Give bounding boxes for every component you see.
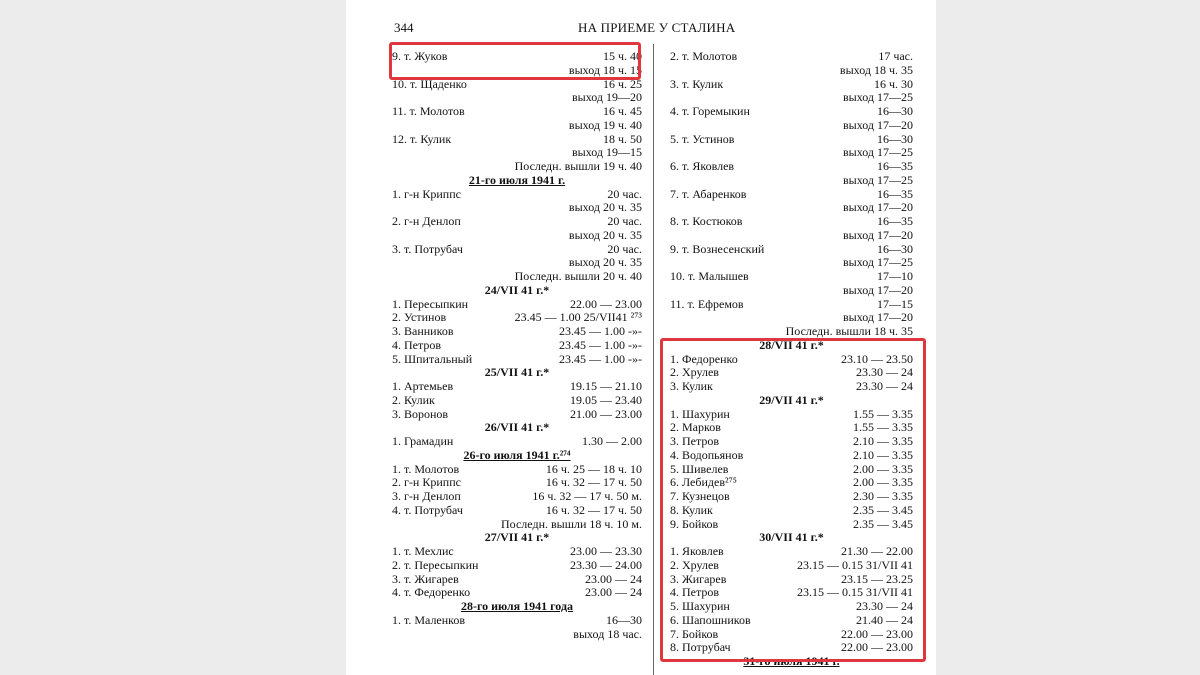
visitor-name: 1. т. Молотов bbox=[392, 461, 460, 476]
visitor-name: 4. Петров bbox=[670, 585, 720, 600]
visit-entry bbox=[392, 105, 642, 119]
visitor-name: 3. т. Кулик bbox=[670, 76, 724, 91]
visitor-name: 2. Хрулев bbox=[670, 557, 719, 572]
visit-time: 16 ч. 25 — 18 ч. 10 bbox=[545, 461, 642, 476]
visit-time: 16—35 bbox=[877, 186, 913, 201]
visit-time: 2.10 — 3.35 bbox=[853, 434, 913, 448]
exit-line bbox=[670, 174, 913, 188]
visit-entry bbox=[392, 545, 642, 559]
date-subheading bbox=[392, 531, 642, 545]
visitor-name: 11. т. Ефремов bbox=[670, 296, 744, 311]
visit-time: 2.10 — 3.35 bbox=[853, 447, 913, 462]
visitor-name: 3. т. Жигарев bbox=[392, 571, 459, 586]
visitor-name: 4. Петров bbox=[392, 337, 442, 352]
visit-time: 23.00 — 23.30 bbox=[570, 544, 642, 558]
visitor-name: 5. Шахурин bbox=[670, 599, 730, 613]
visit-time: 15 ч. 40 bbox=[602, 49, 642, 63]
visit-time: 21.40 — 24 bbox=[856, 612, 913, 627]
exit-time: выход 19—20 bbox=[571, 90, 642, 105]
visit-time: 16 ч. 32 — 17 ч. 50 bbox=[545, 502, 642, 517]
visit-entry bbox=[670, 215, 913, 229]
visitor-name: 3. Ванников bbox=[392, 324, 454, 338]
visitor-name: 3. Воронов bbox=[392, 406, 449, 421]
visitor-name: 1. Федоренко bbox=[670, 351, 738, 366]
visitor-name: 10. т. Щаденко bbox=[392, 76, 467, 91]
date-heading bbox=[392, 174, 642, 188]
visit-entry bbox=[392, 133, 642, 147]
visit-entry bbox=[392, 215, 642, 229]
visit-time: 23.45 — 1.00 -»- bbox=[559, 351, 642, 366]
visit-time: 18 ч. 50 bbox=[602, 131, 642, 146]
visitor-name: 3. Петров bbox=[670, 434, 720, 448]
visit-time: 16—30 bbox=[877, 131, 913, 146]
page-number: 344 bbox=[394, 20, 414, 35]
exit-line bbox=[670, 201, 913, 215]
exit-time: выход 20 ч. 35 bbox=[568, 227, 642, 242]
visit-time: 17 час. bbox=[878, 49, 913, 63]
visit-entry bbox=[392, 504, 642, 518]
visit-time: 16 ч. 32 — 17 ч. 50 bbox=[545, 475, 642, 490]
date-text: 30/VII 41 г.* bbox=[759, 530, 824, 545]
exit-time: выход 17—20 bbox=[842, 200, 913, 215]
visit-time: 20 час. bbox=[607, 214, 642, 228]
exit-line bbox=[670, 284, 913, 298]
date-heading bbox=[392, 449, 642, 463]
visit-time: 22.00 — 23.00 bbox=[570, 296, 642, 311]
visit-entry bbox=[670, 50, 913, 64]
exit-time: выход 18 ч. 35 bbox=[839, 62, 913, 77]
visit-time: 23.45 — 1.00 -»- bbox=[559, 337, 642, 352]
date-text: 27/VII 41 г.* bbox=[484, 530, 550, 545]
exit-time: выход 17—25 bbox=[842, 172, 913, 187]
visitor-name: 6. Лебидев²⁷⁵ bbox=[670, 475, 737, 490]
visitor-name: 8. т. Костюков bbox=[670, 214, 743, 228]
visit-entry bbox=[670, 105, 913, 119]
exit-line bbox=[670, 91, 913, 105]
visitor-name: 7. т. Абаренков bbox=[670, 186, 747, 201]
book-page bbox=[346, 0, 936, 675]
visit-entry bbox=[392, 408, 642, 422]
date-text: 24/VII 41 г.* bbox=[484, 282, 550, 297]
date-text: 29/VII 41 г.* bbox=[759, 392, 824, 407]
date-text: 21-го июля 1941 г. bbox=[468, 172, 566, 187]
visit-entry bbox=[392, 353, 642, 367]
exit-line bbox=[392, 91, 642, 105]
visitor-name: 2. Хрулев bbox=[670, 365, 719, 380]
visit-time: 23.15 — 0.15 31/VII 41 bbox=[797, 585, 913, 600]
visit-entry bbox=[670, 243, 913, 257]
visit-entry bbox=[670, 78, 913, 92]
visitor-name: 2. т. Пересыпкин bbox=[392, 557, 479, 572]
visitor-name: 4. т. Горемыкин bbox=[670, 104, 750, 118]
exit-line bbox=[392, 201, 642, 215]
date-subheading bbox=[392, 366, 642, 380]
exit-line bbox=[392, 270, 642, 284]
date-text: 31-го июля 1941 г. bbox=[743, 654, 840, 668]
exit-line bbox=[670, 311, 913, 325]
date-subheading bbox=[392, 284, 642, 298]
visit-time: 23.45 — 1.00 25/VII41 ²⁷³ bbox=[514, 310, 642, 325]
visit-time: 20 час. bbox=[607, 186, 642, 201]
visit-time: 16 ч. 30 bbox=[873, 76, 913, 91]
visitor-name: 8. Потрубач bbox=[670, 640, 731, 655]
visit-time: 1.55 — 3.35 bbox=[853, 420, 913, 435]
visitor-name: 3. т. Потрубач bbox=[392, 241, 463, 256]
visit-time: 19.15 — 21.10 bbox=[570, 379, 642, 393]
visit-entry bbox=[392, 490, 642, 504]
visit-time: 16—35 bbox=[877, 214, 913, 228]
visit-time: 2.35 — 3.45 bbox=[853, 516, 913, 531]
exit-time: выход 20 ч. 35 bbox=[568, 255, 642, 270]
visit-time: 23.00 — 24 bbox=[585, 571, 642, 586]
date-text: 28-го июля 1941 года bbox=[460, 599, 574, 613]
exit-time: выход 19 ч. 40 bbox=[568, 117, 642, 132]
visit-time: 1.55 — 3.35 bbox=[853, 406, 913, 421]
page-title: НА ПРИЕМЕ У СТАЛИНА bbox=[578, 20, 736, 35]
visitor-name: 4. Водопьянов bbox=[670, 447, 744, 462]
exit-time: выход 17—20 bbox=[842, 117, 913, 132]
visit-time: 23.30 — 24 bbox=[856, 599, 913, 613]
exit-time: выход 17—20 bbox=[842, 282, 913, 297]
visitor-name: 10. т. Малышев bbox=[670, 269, 749, 283]
visitor-name: 12. т. Кулик bbox=[392, 131, 452, 146]
visit-time: 16—30 bbox=[877, 241, 913, 256]
visit-time: 22.00 — 23.00 bbox=[841, 626, 913, 641]
visitor-name: 7. Бойков bbox=[670, 626, 719, 641]
visit-time: 23.15 — 23.25 bbox=[841, 571, 913, 586]
visit-time: 16—30 bbox=[877, 104, 913, 118]
exit-time: выход 17—25 bbox=[842, 90, 913, 105]
exit-line bbox=[670, 325, 913, 339]
visit-time: 1.30 — 2.00 bbox=[582, 434, 642, 448]
exit-time: выход 20 ч. 35 bbox=[568, 200, 642, 215]
visit-time: 21.30 — 22.00 bbox=[841, 544, 913, 558]
visitor-name: 1. Пересыпкин bbox=[392, 296, 469, 311]
visit-entry bbox=[392, 476, 642, 490]
visit-time: 2.00 — 3.35 bbox=[853, 475, 913, 490]
exit-line bbox=[392, 518, 642, 532]
visitor-name: 1. т. Маленков bbox=[392, 612, 466, 627]
exit-line bbox=[670, 64, 913, 78]
visit-time: 23.30 — 24.00 bbox=[570, 557, 642, 572]
left-column bbox=[392, 50, 642, 641]
visit-time: 17—15 bbox=[877, 296, 913, 311]
visit-time: 21.00 — 23.00 bbox=[570, 406, 642, 421]
exit-line bbox=[392, 119, 642, 133]
visit-entry bbox=[392, 311, 642, 325]
visitor-name: 5. Шпитальный bbox=[392, 351, 473, 366]
visit-time: 23.15 — 0.15 31/VII 41 bbox=[797, 557, 913, 572]
exit-line bbox=[670, 256, 913, 270]
visitor-name: 3. Кулик bbox=[670, 379, 713, 393]
exit-time: выход 17—25 bbox=[842, 145, 913, 160]
visitor-name: 3. Жигарев bbox=[670, 571, 727, 586]
date-subheading bbox=[392, 421, 642, 435]
visit-entry bbox=[392, 573, 642, 587]
exit-time: Последн. вышли 18 ч. 35 bbox=[785, 324, 913, 338]
visitor-name: 1. Артемьев bbox=[392, 379, 454, 393]
visitor-name: 2. т. Молотов bbox=[670, 49, 738, 63]
visitor-name: 5. т. Устинов bbox=[670, 131, 735, 146]
visitor-name: 1. Яковлев bbox=[670, 544, 724, 558]
visit-entry bbox=[392, 394, 642, 408]
visitor-name: 3. г-н Денлоп bbox=[392, 489, 461, 503]
visit-entry bbox=[670, 160, 913, 174]
visit-entry bbox=[392, 586, 642, 600]
visit-time: 16 ч. 45 bbox=[602, 104, 642, 118]
visit-time: 16 ч. 25 bbox=[602, 76, 642, 91]
visit-entry bbox=[392, 339, 642, 353]
visitor-name: 2. г-н Криппс bbox=[392, 475, 461, 490]
date-heading bbox=[392, 600, 642, 614]
visit-time: 2.00 — 3.35 bbox=[853, 461, 913, 476]
visitor-name: 6. т. Яковлев bbox=[670, 159, 735, 173]
visitor-name: 1. г-н Криппс bbox=[392, 186, 461, 201]
visit-time: 17—10 bbox=[877, 269, 913, 283]
exit-line bbox=[670, 119, 913, 133]
visit-time: 23.00 — 24 bbox=[585, 585, 642, 600]
date-text: 26-го июля 1941 г.²⁷⁴ bbox=[463, 447, 571, 462]
visitor-name: 1. Грамадин bbox=[392, 434, 454, 448]
visitor-name: 11. т. Молотов bbox=[392, 104, 465, 118]
exit-line bbox=[392, 229, 642, 243]
exit-line bbox=[392, 146, 642, 160]
visit-entry bbox=[392, 243, 642, 257]
visitor-name: 2. г-н Денлоп bbox=[392, 214, 461, 228]
visitor-name: 2. Устинов bbox=[392, 310, 447, 325]
visitor-name: 1. т. Мехлис bbox=[392, 544, 454, 558]
exit-time: Последн. вышли 20 ч. 40 bbox=[514, 269, 642, 283]
visit-time: 23.30 — 24 bbox=[856, 365, 913, 380]
exit-time: выход 17—20 bbox=[842, 310, 913, 325]
visit-time: 16—30 bbox=[606, 612, 642, 627]
visit-time: 23.10 — 23.50 bbox=[841, 351, 913, 366]
visit-time: 23.45 — 1.00 -»- bbox=[559, 324, 642, 338]
visit-time: 23.30 — 24 bbox=[856, 379, 913, 393]
visit-entry bbox=[392, 188, 642, 202]
date-text: 28/VII 41 г.* bbox=[759, 337, 824, 352]
highlight-box-28-30-july bbox=[660, 338, 926, 662]
exit-line bbox=[670, 146, 913, 160]
visitor-name: 9. Бойков bbox=[670, 516, 719, 531]
visit-entry bbox=[670, 298, 913, 312]
exit-time: выход 18 час. bbox=[573, 626, 642, 641]
visitor-name: 4. т. Потрубач bbox=[392, 502, 463, 517]
visitor-name: 4. т. Федоренко bbox=[392, 585, 471, 600]
visitor-name: 9. т. Жуков bbox=[392, 49, 448, 63]
visitor-name: 6. Шапошников bbox=[670, 612, 751, 627]
visitor-name: 7. Кузнецов bbox=[670, 489, 730, 503]
visit-time: 16 ч. 32 — 17 ч. 50 м. bbox=[532, 489, 642, 503]
visit-entry bbox=[392, 463, 642, 477]
visit-time: 2.30 — 3.35 bbox=[853, 489, 913, 503]
exit-time: Последн. вышли 19 ч. 40 bbox=[514, 159, 642, 173]
exit-line bbox=[670, 229, 913, 243]
date-text: 26/VII 41 г.* bbox=[484, 420, 550, 435]
visit-entry bbox=[392, 298, 642, 312]
visitor-name: 2. Марков bbox=[670, 420, 721, 435]
exit-line bbox=[392, 628, 642, 642]
exit-line bbox=[392, 160, 642, 174]
visit-entry bbox=[670, 188, 913, 202]
exit-time: выход 19—15 bbox=[571, 145, 642, 160]
visit-time: 20 час. bbox=[607, 241, 642, 256]
visit-entry bbox=[392, 614, 642, 628]
visit-time: 2.35 — 3.45 bbox=[853, 502, 913, 517]
visitor-name: 9. т. Вознесенский bbox=[670, 241, 765, 256]
visitor-name: 8. Кулик bbox=[670, 502, 713, 517]
highlight-box-zhukov bbox=[389, 42, 641, 80]
visit-entry bbox=[670, 270, 913, 284]
column-divider bbox=[653, 44, 654, 675]
visit-entry bbox=[392, 435, 642, 449]
date-text: 25/VII 41 г.* bbox=[484, 365, 550, 380]
visit-time: 22.00 — 23.00 bbox=[841, 640, 913, 655]
visit-time: 16—35 bbox=[877, 159, 913, 173]
exit-line bbox=[392, 256, 642, 270]
visit-time: 19.05 — 23.40 bbox=[570, 392, 642, 407]
visitor-name: 2. Кулик bbox=[392, 392, 435, 407]
visitor-name: 1. Шахурин bbox=[670, 406, 730, 421]
exit-time: выход 17—25 bbox=[842, 255, 913, 270]
visit-entry bbox=[392, 380, 642, 394]
visit-entry bbox=[392, 325, 642, 339]
visit-entry bbox=[670, 133, 913, 147]
visit-entry bbox=[392, 559, 642, 573]
exit-time: Последн. вышли 18 ч. 10 м. bbox=[501, 516, 642, 531]
exit-time: выход 18 ч. 15 bbox=[568, 62, 642, 77]
exit-time: выход 17—20 bbox=[842, 227, 913, 242]
visitor-name: 5. Шивелев bbox=[670, 461, 729, 476]
